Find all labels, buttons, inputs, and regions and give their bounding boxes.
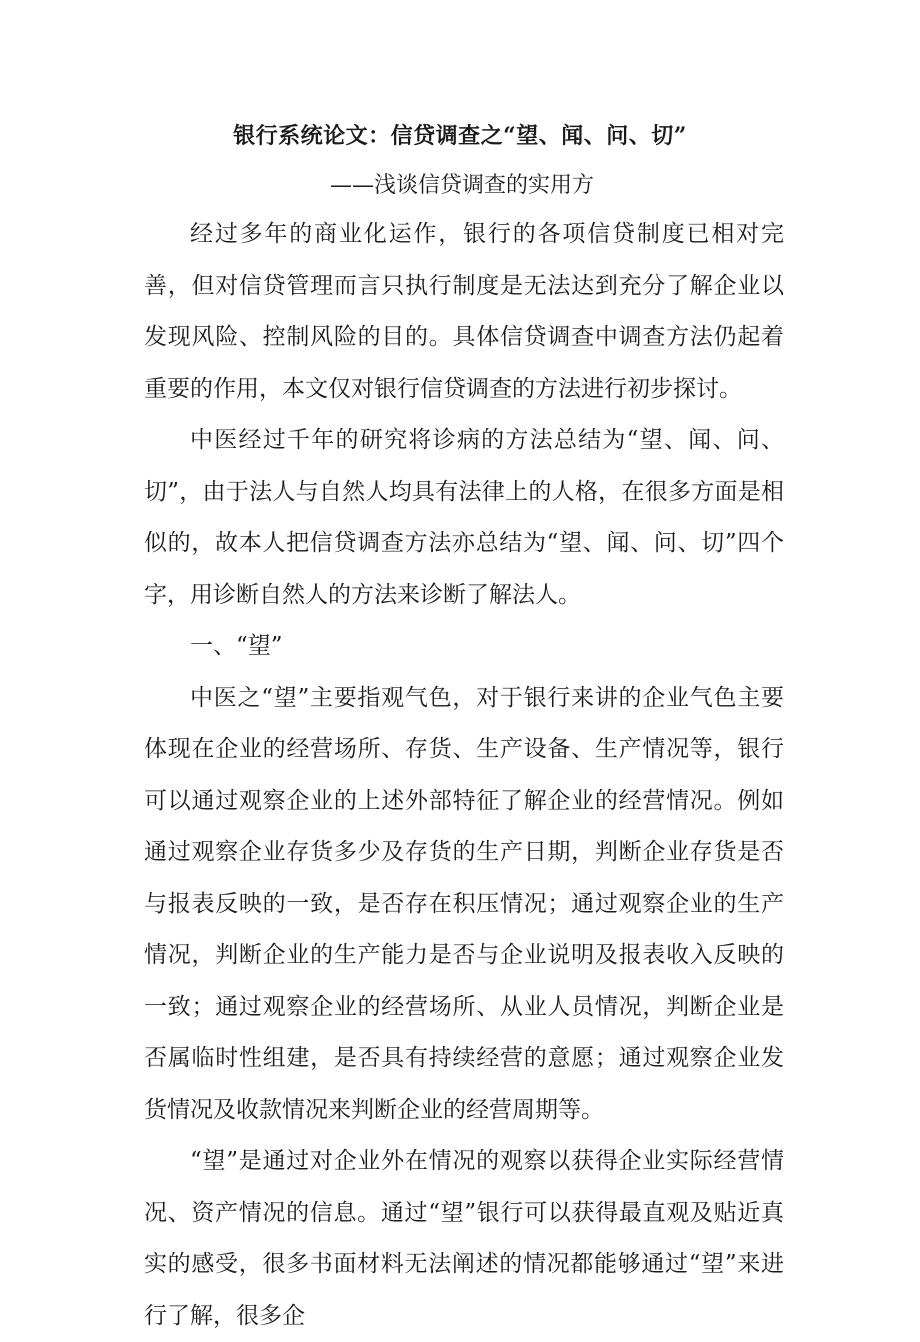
paragraph-look-detail: 中医之“望”主要指观气色，对于银行来讲的企业气色主要体现在企业的经营场所、存货、生产设备、生产情况等，银行可以通过观察企业的上述外部特征了解企业的经营情况。例如通过观察企业存货多少及存货的生产日期，判断企业存货是否与报表反映的一致，是否存在积压情况；通过观察企业的生产情况，判断企业的生产能力是否与企业说明及报表收入反映的一致；通过观察企业的经营场所、从业人员情况，判断企业是否属临时性组建，是否具有持续经营的意愿；通过观察企业发货情况及收款情况来判断企业的经营周期等。 — [144, 684, 784, 1123]
document-subtitle: ——浅谈信贷调查的实用方 — [330, 173, 595, 198]
paragraph-intro: 经过多年的商业化运作，银行的各项信贷制度已相对完善，但对信贷管理而言只执行制度是无法达到充分了解企业以发现风险、控制风险的目的。具体信贷调查中调查方法仍起着重要的作用，本文仅对银行信贷调查的方法进行初步探讨。 — [144, 221, 784, 402]
section-heading: 一、“望” — [190, 633, 283, 659]
paragraph-look-summary: “望”是通过对企业外在情况的观察以获得企业实际经营情况、资产情况的信息。通过“望”银行可以获得最直观及贴近真实的感受，很多书面材料无法阐述的情况都能够通过“望”来进行了解，很多企 — [144, 1148, 784, 1329]
document-title: 银行系统论文：信贷调查之“望、闻、问、切” — [233, 123, 687, 149]
document-body — [144, 209, 784, 1342]
paragraph-method: 中医经过千年的研究将诊病的方法总结为“望、闻、问、切”，由于法人与自然人均具有法律上的人格，在很多方面是相似的，故本人把信贷调查方法亦总结为“望、闻、问、切”四个字，用诊断自然人的方法来诊断了解法人。 — [144, 427, 784, 608]
